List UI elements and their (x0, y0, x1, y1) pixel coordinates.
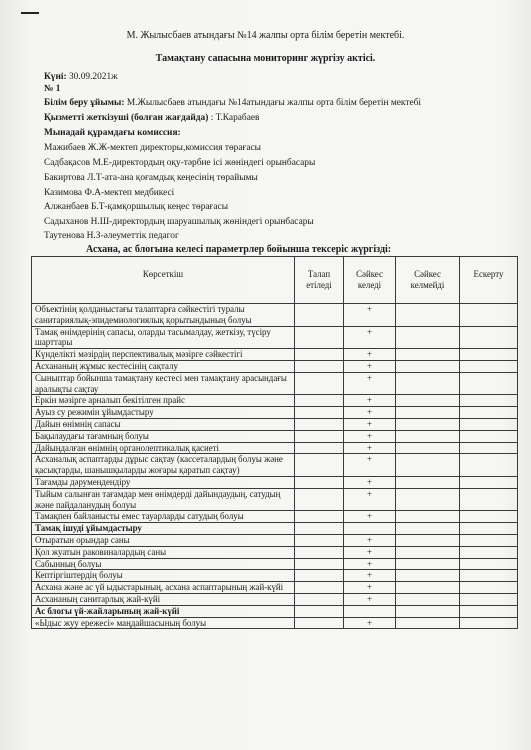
table-row (32, 360, 518, 372)
note-cell (460, 442, 518, 454)
table-row (32, 593, 518, 605)
required-cell (295, 349, 344, 361)
note-cell (460, 326, 518, 349)
noncompliant-cell (396, 372, 460, 395)
note-cell (460, 617, 518, 629)
required-cell (295, 430, 344, 442)
compliant-cell: + (344, 570, 396, 582)
note-cell (460, 593, 518, 605)
table-row (32, 476, 518, 488)
noncompliant-cell (396, 349, 460, 361)
school-name: М. Жылысбаев атындағы №14 жалпы орта білім беретін мектебі. (126, 30, 405, 41)
table-row (32, 488, 518, 511)
compliant-cell: + (344, 407, 396, 419)
indicator-cell: «Ыдыс жуу ережесі» маңдайшасының болуы (32, 617, 295, 629)
required-cell (295, 534, 344, 546)
indicator-cell: Сабынның болуы (32, 558, 295, 570)
noncompliant-cell (396, 395, 460, 407)
monitoring-table (31, 256, 518, 629)
indicator-cell: Объектінің қолданыстағы талаптарға сәйкестігі туралы санитариялық-эпидемиологиялық қорытындының болуы (32, 304, 295, 327)
scan-mark (21, 12, 39, 14)
indicator-cell: Тамақ өнімдерінің сапасы, оларды тасымалдау, жеткізу, түсіру шарттары (32, 326, 295, 349)
noncompliant-cell (396, 593, 460, 605)
required-cell (295, 372, 344, 395)
note-cell (460, 476, 518, 488)
table-row (32, 523, 518, 535)
table-row (32, 605, 518, 617)
noncompliant-cell (396, 534, 460, 546)
noncompliant-cell (396, 570, 460, 582)
note-cell (460, 360, 518, 372)
note-cell (460, 304, 518, 327)
required-cell (295, 546, 344, 558)
indicator-cell: Асхана және ас үй ыдыстарының, асхана аспаптарының жай-күйі (32, 582, 295, 594)
table-heading: Асхана, ас блогына келесі параметрлер бойынша тексеріс жүргізді: (86, 244, 392, 255)
table-row (32, 454, 518, 477)
note-cell (460, 570, 518, 582)
indicator-cell: Сыныптар бойынша тамақтану кестесі мен тамақтану арасындағы аралықты сақтау (32, 372, 295, 395)
required-cell (295, 360, 344, 372)
commission-label: Мынадай құрамдағы комиссия: (44, 128, 181, 138)
note-cell (460, 372, 518, 395)
table-row (32, 304, 518, 327)
indicator-cell: Отыратын орындар саны (32, 534, 295, 546)
member-item: Таутенова Н.З-әлеуметтік педагог (44, 231, 179, 241)
note-cell (460, 511, 518, 523)
indicator-cell: Тағамды дәрумендендіру (32, 476, 295, 488)
required-cell (295, 476, 344, 488)
required-cell (295, 523, 344, 535)
compliant-cell: + (344, 454, 396, 477)
required-cell (295, 593, 344, 605)
compliant-cell: + (344, 360, 396, 372)
table-row (32, 395, 518, 407)
table-header-row (32, 257, 518, 304)
compliant-cell: + (344, 418, 396, 430)
table-row (32, 582, 518, 594)
note-cell (460, 582, 518, 594)
column-header-indicator: Көрсеткіш (32, 257, 295, 304)
date-value: 30.09.2021ж (68, 72, 118, 82)
noncompliant-cell (396, 430, 460, 442)
compliant-cell: + (344, 442, 396, 454)
required-cell (295, 488, 344, 511)
required-cell (295, 407, 344, 419)
table-row (32, 534, 518, 546)
noncompliant-cell (396, 454, 460, 477)
column-header-compliant: Сәйкес келеді (344, 257, 396, 304)
note-cell (460, 534, 518, 546)
indicator-cell: Дайындалған өнімнің органолептикалық қасиеті (32, 442, 295, 454)
indicator-cell: Тамақ ішуді ұйымдастыру (32, 523, 295, 535)
compliant-cell: + (344, 476, 396, 488)
compliant-cell: + (344, 593, 396, 605)
indicator-cell: Еркін мәзірге арналып бекітілген прайс (32, 395, 295, 407)
indicator-cell: Асхананың жұмыс кестесінің сақталу (32, 360, 295, 372)
compliant-cell: + (344, 395, 396, 407)
required-cell (295, 418, 344, 430)
compliant-cell: + (344, 534, 396, 546)
note-cell (460, 395, 518, 407)
compliant-cell: + (344, 304, 396, 327)
noncompliant-cell (396, 407, 460, 419)
note-cell (460, 488, 518, 511)
noncompliant-cell (396, 582, 460, 594)
required-cell (295, 617, 344, 629)
required-cell (295, 454, 344, 477)
table-row (32, 407, 518, 419)
column-header-required: Талап етіледі (295, 257, 344, 304)
member-item: Бакиртова Л.Т-ата-ана қоғамдық кеңесінің төрайымы (44, 173, 258, 183)
noncompliant-cell (396, 546, 460, 558)
org-line (44, 97, 421, 109)
required-cell (295, 304, 344, 327)
compliant-cell: + (344, 617, 396, 629)
table-row (32, 558, 518, 570)
compliant-cell: + (344, 546, 396, 558)
note-cell (460, 558, 518, 570)
required-cell (295, 395, 344, 407)
noncompliant-cell (396, 523, 460, 535)
note-cell (460, 349, 518, 361)
member-item: Садыханов Н.Ш-директордың шаруашылық жөніндегі орынбасары (44, 217, 314, 227)
required-cell (295, 558, 344, 570)
indicator-cell: Асханалық аспаптарды дұрыс сақтау (кассеталардың болуы және қасықтарды, шанышқыларды жоғары қаратып сақтау) (32, 454, 295, 477)
compliant-cell: + (344, 558, 396, 570)
noncompliant-cell (396, 605, 460, 617)
required-cell (295, 605, 344, 617)
member-item: Казимова Ф.А-мектеп медбикесі (44, 188, 175, 198)
indicator-cell: Ас блогы үй-жайларының жай-күйі (32, 605, 295, 617)
note-cell (460, 523, 518, 535)
compliant-cell (344, 523, 396, 535)
table-row (32, 326, 518, 349)
table-row (32, 430, 518, 442)
member-item: Мажибаев Ж.Ж-мектеп директоры,комиссия төрағасы (44, 143, 261, 153)
note-cell (460, 454, 518, 477)
table-row (32, 511, 518, 523)
member-item: Алжанбаев Б.Т-қамқоршылық кеңес төрағасы (44, 202, 229, 212)
required-cell (295, 570, 344, 582)
indicator-cell: Күнделікті мәзірдің перспективалық мәзірге сәйкестігі (32, 349, 295, 361)
indicator-cell: Асхананың санитарлық жай-күйі (32, 593, 295, 605)
org-label: Білім беру ұйымы: (44, 98, 125, 108)
indicator-cell: Тамақпен байланысты емес тауарларды сатудың болуы (32, 511, 295, 523)
table-row (32, 546, 518, 558)
indicator-cell: Бақылаудағы тағамның болуы (32, 430, 295, 442)
noncompliant-cell (396, 326, 460, 349)
note-cell (460, 418, 518, 430)
required-cell (295, 326, 344, 349)
compliant-cell: + (344, 511, 396, 523)
date-label: Күні: (44, 72, 67, 82)
date-line (44, 71, 118, 83)
act-number: № 1 (44, 84, 61, 94)
noncompliant-cell (396, 442, 460, 454)
noncompliant-cell (396, 360, 460, 372)
required-cell (295, 442, 344, 454)
compliant-cell (344, 605, 396, 617)
compliant-cell: + (344, 582, 396, 594)
supplier-value: : Т.Карабаев (210, 113, 260, 123)
table-row (32, 570, 518, 582)
table-row (32, 617, 518, 629)
table-row (32, 442, 518, 454)
compliant-cell: + (344, 372, 396, 395)
note-cell (460, 605, 518, 617)
indicator-cell: Кептіргіштердің болуы (32, 570, 295, 582)
note-cell (460, 407, 518, 419)
compliant-cell: + (344, 488, 396, 511)
indicator-cell: Дайын өнімнің сапасы (32, 418, 295, 430)
column-header-note: Ескерту (460, 257, 518, 304)
table-row (32, 349, 518, 361)
compliant-cell: + (344, 430, 396, 442)
noncompliant-cell (396, 511, 460, 523)
noncompliant-cell (396, 488, 460, 511)
required-cell (295, 511, 344, 523)
supplier-line (44, 112, 259, 124)
indicator-cell: Тыйым салынған тағамдар мен өнімдерді дайындаудың, сатудың және пайдаланудың болуы (32, 488, 295, 511)
compliant-cell: + (344, 349, 396, 361)
act-title: Тамақтану сапасына мониторинг жүргізу актісі. (155, 53, 376, 64)
note-cell (460, 430, 518, 442)
org-value: М.Жылысбаев атындағы №14атындағы жалпы орта білім беретін мектебі (126, 98, 421, 108)
required-cell (295, 582, 344, 594)
member-item: Садбақасов М.Е-директордың оқу-тәрбие ісі жөніндегі орынбасары (44, 158, 316, 168)
note-cell (460, 546, 518, 558)
column-header-noncompliant: Сәйкес келмейді (396, 257, 460, 304)
compliant-cell: + (344, 326, 396, 349)
indicator-cell: Қол жуатын раковиналардың саны (32, 546, 295, 558)
noncompliant-cell (396, 558, 460, 570)
noncompliant-cell (396, 418, 460, 430)
noncompliant-cell (396, 304, 460, 327)
table-row (32, 372, 518, 395)
noncompliant-cell (396, 617, 460, 629)
noncompliant-cell (396, 476, 460, 488)
table-row (32, 418, 518, 430)
supplier-label: Қызметті жеткізуші (болған жағдайда) (44, 113, 209, 123)
indicator-cell: Ауыз су режимін ұйымдастыру (32, 407, 295, 419)
